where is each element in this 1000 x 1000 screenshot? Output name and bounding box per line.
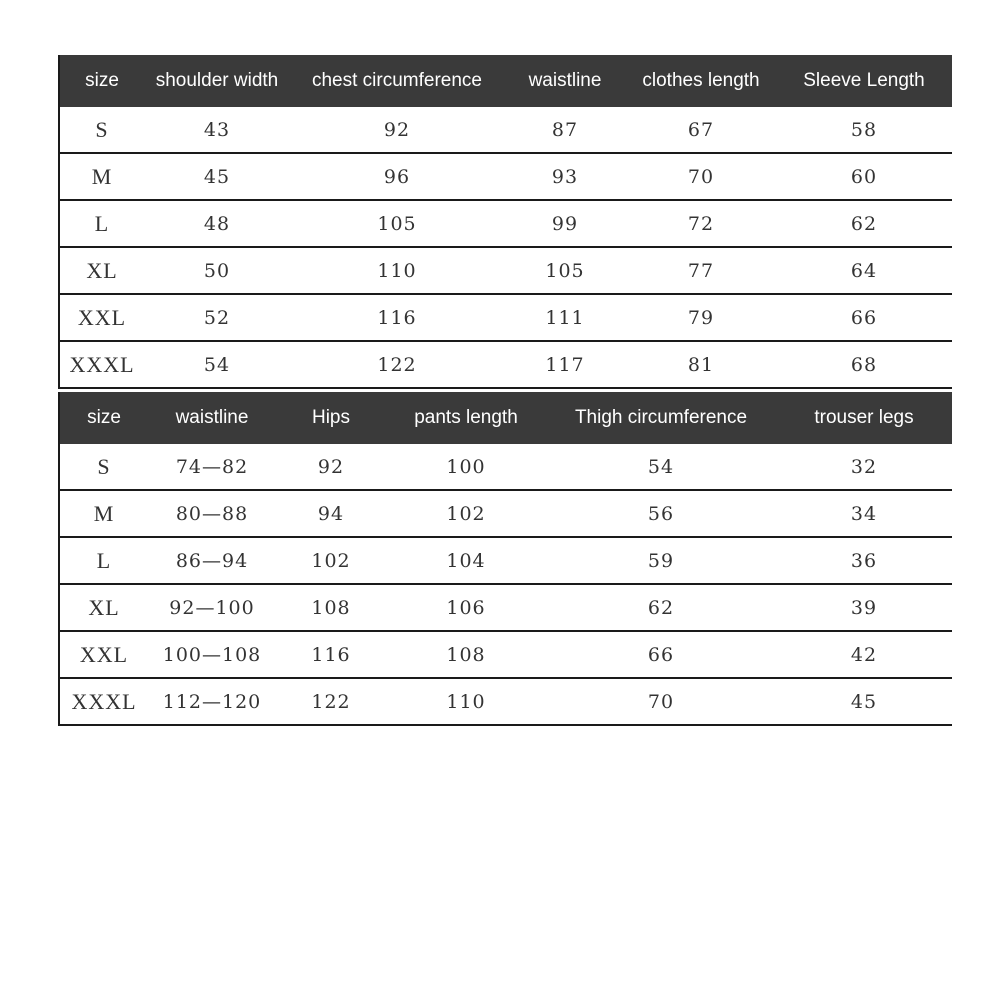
measurement-cell: 86—94: [175, 549, 249, 572]
measurement-cell: 104: [446, 549, 486, 572]
measurement-cell: 102: [311, 549, 351, 572]
size-label-cell: M: [93, 500, 115, 526]
measurement-cell: 117: [545, 353, 585, 376]
table-header-row: [60, 55, 952, 107]
measurement-cell: 80—88: [175, 502, 249, 525]
table-row: [60, 248, 952, 295]
bottom-size-table: [58, 392, 952, 726]
measurement-cell: 92—100: [169, 596, 255, 619]
measurement-cell: 52: [203, 306, 231, 329]
measurement-cell: 111: [545, 306, 585, 329]
size-label-cell: XXXL: [71, 688, 137, 714]
measurement-cell: 122: [377, 353, 417, 376]
measurement-cell: 34: [850, 502, 878, 525]
table-row: [60, 295, 952, 342]
measurement-cell: 100: [446, 455, 486, 478]
table-row: [60, 444, 952, 491]
measurement-cell: 62: [647, 596, 675, 619]
size-label-cell: XL: [88, 594, 120, 620]
measurement-cell: 70: [647, 690, 675, 713]
measurement-cell: 50: [203, 259, 231, 282]
measurement-cell: 39: [850, 596, 878, 619]
measurement-cell: 110: [446, 690, 486, 713]
measurement-cell: 45: [203, 165, 231, 188]
measurement-cell: 94: [317, 502, 345, 525]
table-row: [60, 154, 952, 201]
measurement-cell: 108: [311, 596, 351, 619]
table-row: [60, 107, 952, 154]
column-header-chest-circumference: chest circumference: [311, 70, 482, 91]
measurement-cell: 79: [687, 306, 715, 329]
measurement-cell: 66: [647, 643, 675, 666]
column-header-size: size: [85, 70, 119, 91]
measurement-cell: 58: [850, 118, 878, 141]
column-header-shoulder-width: shoulder width: [155, 70, 279, 91]
measurement-cell: 45: [850, 690, 878, 713]
measurement-cell: 54: [647, 455, 675, 478]
size-label-cell: S: [97, 453, 111, 479]
table-row: [60, 342, 952, 389]
measurement-cell: 54: [203, 353, 231, 376]
measurement-cell: 108: [446, 643, 486, 666]
measurement-cell: 48: [203, 212, 231, 235]
measurement-cell: 32: [850, 455, 878, 478]
column-header-size: size: [87, 407, 121, 428]
measurement-cell: 59: [647, 549, 675, 572]
column-header-clothes-length: clothes length: [642, 70, 760, 91]
measurement-cell: 60: [850, 165, 878, 188]
measurement-cell: 93: [551, 165, 579, 188]
size-label-cell: XL: [86, 257, 118, 283]
column-header-waistline: waistline: [528, 70, 602, 91]
measurement-cell: 64: [850, 259, 878, 282]
column-header-pants-length: pants length: [414, 407, 518, 428]
measurement-cell: 92: [317, 455, 345, 478]
measurement-cell: 106: [446, 596, 486, 619]
table-row: [60, 201, 952, 248]
measurement-cell: 66: [850, 306, 878, 329]
measurement-cell: 74—82: [175, 455, 249, 478]
measurement-cell: 92: [383, 118, 411, 141]
measurement-cell: 72: [687, 212, 715, 235]
measurement-cell: 70: [687, 165, 715, 188]
measurement-cell: 56: [647, 502, 675, 525]
measurement-cell: 42: [850, 643, 878, 666]
measurement-cell: 100—108: [162, 643, 262, 666]
measurement-cell: 116: [377, 306, 417, 329]
measurement-cell: 116: [311, 643, 351, 666]
size-label-cell: XXL: [77, 304, 127, 330]
top-size-table: [58, 55, 952, 389]
measurement-cell: 110: [377, 259, 417, 282]
measurement-cell: 67: [687, 118, 715, 141]
measurement-cell: 105: [377, 212, 417, 235]
size-label-cell: L: [94, 210, 110, 236]
measurement-cell: 77: [687, 259, 715, 282]
measurement-cell: 122: [311, 690, 351, 713]
measurement-cell: 102: [446, 502, 486, 525]
size-label-cell: L: [96, 547, 112, 573]
measurement-cell: 96: [383, 165, 411, 188]
measurement-cell: 43: [203, 118, 231, 141]
measurement-cell: 87: [551, 118, 579, 141]
measurement-cell: 99: [551, 212, 579, 235]
table-header-row: [60, 392, 952, 444]
measurement-cell: 112—120: [162, 690, 262, 713]
column-header-waistline: waistline: [175, 407, 249, 428]
measurement-cell: 81: [687, 353, 715, 376]
column-header-sleeve-length: Sleeve Length: [803, 70, 925, 91]
column-header-thigh-circumference: Thigh circumference: [574, 407, 748, 428]
table-row: [60, 632, 952, 679]
measurement-cell: 105: [545, 259, 585, 282]
table-row: [60, 491, 952, 538]
table-row: [60, 538, 952, 585]
measurement-cell: 36: [850, 549, 878, 572]
table-row: [60, 585, 952, 632]
measurement-cell: 68: [850, 353, 878, 376]
measurement-cell: 62: [850, 212, 878, 235]
size-label-cell: S: [95, 116, 109, 142]
size-label-cell: M: [91, 163, 113, 189]
table-row: [60, 679, 952, 726]
size-label-cell: XXL: [79, 641, 129, 667]
column-header-trouser-legs: trouser legs: [814, 407, 914, 428]
column-header-hips: Hips: [311, 407, 350, 428]
size-label-cell: XXXL: [69, 351, 135, 377]
